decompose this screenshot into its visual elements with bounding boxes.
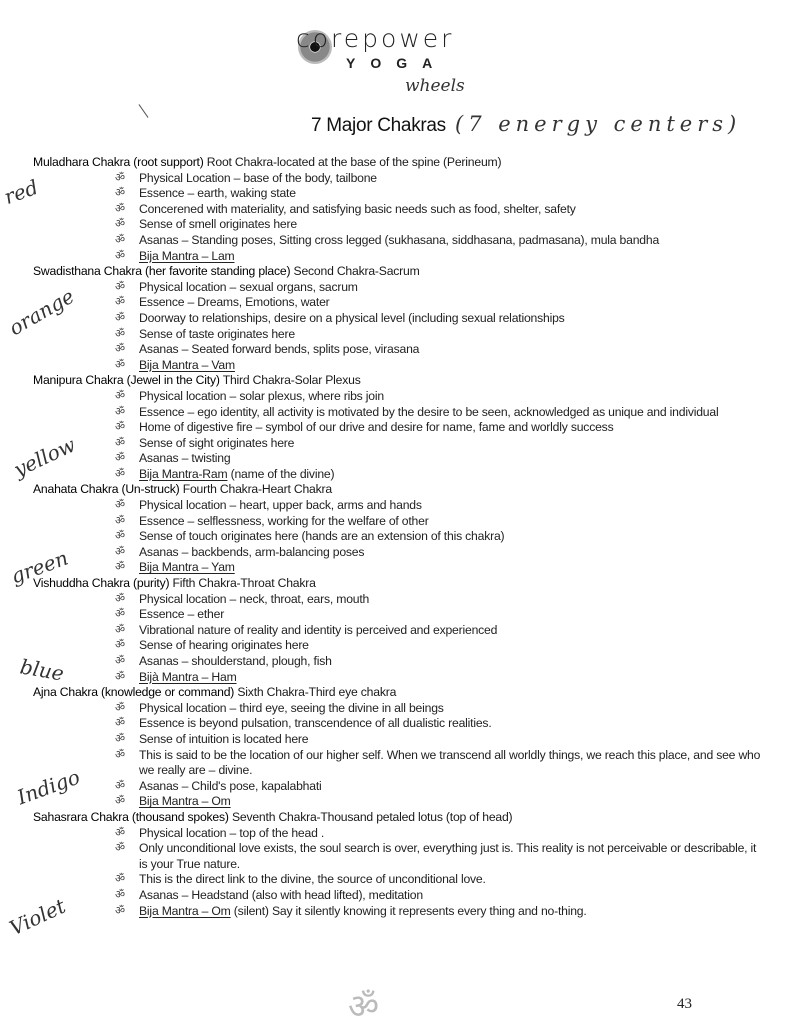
om-bullet-icon: ॐ <box>115 280 125 293</box>
list-item-text: Physical Location – base of the body, tailbone <box>139 170 377 185</box>
list-item <box>33 451 763 467</box>
list-item-text: Doorway to relationships, desire on a physical level (including sexual relationships <box>139 310 565 325</box>
om-bullet-icon: ॐ <box>115 249 125 262</box>
om-bullet-icon: ॐ <box>115 608 125 621</box>
chakra-bullets <box>33 701 763 810</box>
chakra-bullets <box>33 592 763 686</box>
chakra-bullets <box>33 389 763 483</box>
chakra-heading <box>33 155 763 171</box>
list-item <box>33 841 763 872</box>
om-bullet-icon: ॐ <box>115 405 125 418</box>
om-bullet-icon: ॐ <box>115 717 125 730</box>
chakra-heading <box>33 576 763 592</box>
chakra-bullets <box>33 498 763 576</box>
chakra-description: Seventh Chakra-Thousand petaled lotus (top of head) <box>228 809 513 824</box>
om-bullet-icon: ॐ <box>115 701 125 714</box>
list-item-text: Physical location – solar plexus, where ribs join <box>139 388 384 403</box>
om-bullet-icon: ॐ <box>115 343 125 356</box>
chakra-name: Muladhara Chakra (root support) <box>33 155 204 169</box>
chakra-description: Root Chakra-located at the base of the spine (Perineum) <box>203 155 502 169</box>
bija-mantra: Bija Mantra-Ram <box>139 466 228 481</box>
mantra-item <box>33 670 763 686</box>
bija-mantra: Bijà Mantra – Ham <box>139 669 237 684</box>
list-item <box>33 405 763 421</box>
list-item <box>33 638 763 654</box>
list-item <box>33 420 763 436</box>
chakra-name: Manipura Chakra (Jewel in the City) <box>33 373 220 388</box>
handwritten-color-note: Indigo <box>13 764 83 810</box>
mantra-item <box>33 467 763 483</box>
om-bullet-icon: ॐ <box>115 218 125 231</box>
handwritten-color-note: yellow <box>9 432 80 482</box>
chakra-section <box>33 264 763 373</box>
list-item-text: Sense of taste originates here <box>139 326 295 341</box>
om-bullet-icon: ॐ <box>115 561 125 574</box>
om-bullet-icon: ॐ <box>115 421 125 434</box>
om-bullet-icon: ॐ <box>115 467 125 480</box>
chakra-heading <box>33 373 763 389</box>
list-item <box>33 592 763 608</box>
om-bullet-icon: ॐ <box>115 639 125 652</box>
chakra-name: Anahata Chakra (Un-struck) <box>33 482 180 497</box>
chakra-section <box>33 810 763 919</box>
om-bullet-icon: ॐ <box>115 187 125 200</box>
list-item-text: Asanas – Headstand (also with head lifted), meditation <box>139 887 423 902</box>
list-item-text: Sense of touch originates here (hands are an extension of this chakra) <box>139 529 505 544</box>
list-item-text: Asanas – Child's pose, kapalabhati <box>139 778 322 793</box>
list-item-text: Concerened with materiality, and satisfying basic needs such as food, shelter, safety <box>139 201 576 216</box>
om-bullet-icon: ॐ <box>115 514 125 527</box>
list-item <box>33 233 763 249</box>
list-item <box>33 716 763 732</box>
list-item <box>33 888 763 904</box>
bija-mantra: Bija Mantra – Lam <box>139 248 235 263</box>
mantra-item <box>33 560 763 576</box>
page-number: 43 <box>677 996 692 1012</box>
list-item-text: Sense of hearing originates here <box>139 638 309 653</box>
om-bullet-icon: ॐ <box>115 842 125 855</box>
list-item <box>33 529 763 545</box>
list-item <box>33 701 763 717</box>
list-item <box>33 607 763 623</box>
list-item-text: Physical location – heart, upper back, arms and hands <box>139 498 422 513</box>
handwritten-color-note: green <box>7 545 72 589</box>
chakra-description: Third Chakra-Solar Plexus <box>219 373 361 388</box>
list-item-text: This is said to be the location of our higher self. When we transcend all worldly things, we reach this place, and see who we really are – divine. <box>139 747 761 778</box>
om-bullet-icon: ॐ <box>115 233 125 246</box>
mantra-note: (silent) Say it silently knowing it represents every thing and no-thing. <box>230 903 587 918</box>
chakra-section <box>33 685 763 810</box>
chakra-description: Second Chakra-Sacrum <box>290 264 420 279</box>
om-symbol-icon: ॐ <box>348 988 380 1026</box>
bija-mantra: Bija Mantra – Om <box>139 903 231 918</box>
chakra-name: Sahasrara Chakra (thousand spokes) <box>33 809 229 824</box>
list-item-text: Essence – ego identity, all activity is motivated by the desire to be seen, acknowledged as unique and individual <box>139 404 719 419</box>
list-item-text: Sense of smell originates here <box>139 217 297 232</box>
om-bullet-icon: ॐ <box>115 436 125 449</box>
om-bullet-icon: ॐ <box>115 358 125 371</box>
om-bullet-icon: ॐ <box>115 888 125 901</box>
om-bullet-icon: ॐ <box>115 748 125 761</box>
list-item-text: Sense of sight originates here <box>139 435 295 450</box>
pen-mark <box>139 104 149 118</box>
page-title: 7 Major Chakras <box>311 115 446 136</box>
chakra-description: Sixth Chakra-Third eye chakra <box>234 685 397 700</box>
list-item <box>33 202 763 218</box>
chakra-heading <box>33 685 763 701</box>
handwritten-color-note: orange <box>4 283 79 341</box>
list-item-text: Essence – ether <box>139 607 225 622</box>
om-bullet-icon: ॐ <box>115 795 125 808</box>
handwritten-wheels: wheels <box>405 76 465 96</box>
bija-mantra: Bija Mantra – Yam <box>139 560 235 575</box>
chakra-name: Ajna Chakra (knowledge or command) <box>33 685 235 700</box>
list-item <box>33 311 763 327</box>
list-item <box>33 186 763 202</box>
list-item-text: Vibrational nature of reality and identity is perceived and experienced <box>139 622 498 637</box>
list-item-text: Asanas – Seated forward bends, splits pose, virasana <box>139 342 420 357</box>
list-item <box>33 654 763 670</box>
mantra-note: (name of the divine) <box>227 466 335 481</box>
list-item <box>33 389 763 405</box>
om-bullet-icon: ॐ <box>115 202 125 215</box>
om-bullet-icon: ॐ <box>115 311 125 324</box>
handwritten-color-note: blue <box>18 654 66 686</box>
list-item-text: This is the direct link to the divine, the source of unconditional love. <box>139 872 486 887</box>
corepower-yoga-logo <box>296 24 496 74</box>
om-bullet-icon: ॐ <box>115 389 125 402</box>
om-bullet-icon: ॐ <box>115 655 125 667</box>
chakra-description: Fourth Chakra-Heart Chakra <box>179 482 332 497</box>
chakra-section <box>33 155 763 264</box>
mantra-item <box>33 904 763 920</box>
list-item-text: Essence is beyond pulsation, transcendence of all dualistic realities. <box>139 716 492 731</box>
chakra-section <box>33 373 763 482</box>
list-item-text: Essence – earth, waking state <box>139 186 296 201</box>
list-item <box>33 327 763 343</box>
list-item <box>33 872 763 888</box>
list-item-text: Physical location – sexual organs, sacrum <box>139 279 358 294</box>
om-bullet-icon: ॐ <box>115 670 125 683</box>
list-item-text: Essence – Dreams, Emotions, water <box>139 295 330 310</box>
list-item-text: Asanas – Standing poses, Sitting cross legged (sukhasana, siddhasana, padmasana), mula bandha <box>139 232 660 247</box>
chakra-bullets <box>33 826 763 920</box>
chakra-name: Swadisthana Chakra (her favorite standing place) <box>33 264 291 279</box>
list-item <box>33 342 763 358</box>
om-bullet-icon: ॐ <box>115 296 125 309</box>
chakra-list <box>33 155 763 919</box>
list-item-text: Physical location – neck, throat, ears, mouth <box>139 591 370 606</box>
chakra-section <box>33 482 763 576</box>
logo-sub: YOGA <box>346 55 448 71</box>
list-item <box>33 171 763 187</box>
om-bullet-icon: ॐ <box>115 545 125 558</box>
chakra-section <box>33 576 763 685</box>
om-bullet-icon: ॐ <box>115 327 125 340</box>
list-item <box>33 280 763 296</box>
chakra-description: Fifth Chakra-Throat Chakra <box>169 576 316 591</box>
list-item <box>33 498 763 514</box>
list-item <box>33 779 763 795</box>
om-bullet-icon: ॐ <box>115 171 125 184</box>
om-bullet-icon: ॐ <box>115 732 125 745</box>
chakra-name: Vishuddha Chakra (purity) <box>33 576 170 591</box>
om-bullet-icon: ॐ <box>115 623 125 636</box>
om-bullet-icon: ॐ <box>115 499 125 512</box>
chakra-heading <box>33 482 763 498</box>
list-item <box>33 826 763 842</box>
chakra-bullets <box>33 171 763 265</box>
list-item-text: Only unconditional love exists, the soul search is over, everything just is. This reality is not perceivable or describable, it is your True nature. <box>139 841 757 871</box>
list-item <box>33 732 763 748</box>
list-item <box>33 436 763 452</box>
list-item <box>33 514 763 530</box>
om-bullet-icon: ॐ <box>115 452 125 465</box>
list-item <box>33 748 763 779</box>
om-bullet-icon: ॐ <box>115 826 125 839</box>
handwritten-color-note: Violet <box>5 893 70 941</box>
list-item-text: Sense of intuition is located here <box>139 731 309 746</box>
logo-word: corepower <box>296 24 455 53</box>
om-bullet-icon: ॐ <box>115 592 125 605</box>
list-item-text: Physical location – top of the head . <box>139 825 325 840</box>
bija-mantra: Bija Mantra – Om <box>139 794 231 809</box>
list-item <box>33 295 763 311</box>
chakra-heading <box>33 264 763 280</box>
handwritten-title-note: (7 energy centers) <box>455 112 742 136</box>
mantra-item <box>33 249 763 265</box>
list-item-text: Essence – selflessness, working for the welfare of other <box>139 513 429 528</box>
om-bullet-icon: ॐ <box>115 904 125 917</box>
list-item <box>33 545 763 561</box>
om-bullet-icon: ॐ <box>115 779 125 792</box>
list-item <box>33 217 763 233</box>
mantra-item <box>33 794 763 810</box>
om-bullet-icon: ॐ <box>115 873 125 886</box>
handwritten-color-note: red <box>0 174 42 210</box>
list-item-text: Home of digestive fire – symbol of our drive and desire for name, fame and worldly success <box>139 420 614 435</box>
bija-mantra: Bija Mantra – Vam <box>139 357 235 372</box>
mantra-item <box>33 358 763 374</box>
list-item-text: Asanas – backbends, arm-balancing poses <box>139 544 365 559</box>
chakra-heading <box>33 810 763 826</box>
om-bullet-icon: ॐ <box>115 530 125 543</box>
list-item-text: Asanas – twisting <box>139 451 231 466</box>
list-item-text: Physical location – third eye, seeing the divine in all beings <box>139 700 444 715</box>
list-item <box>33 623 763 639</box>
list-item-text: Asanas – shoulderstand, plough, fish <box>139 654 332 668</box>
chakra-bullets <box>33 280 763 374</box>
